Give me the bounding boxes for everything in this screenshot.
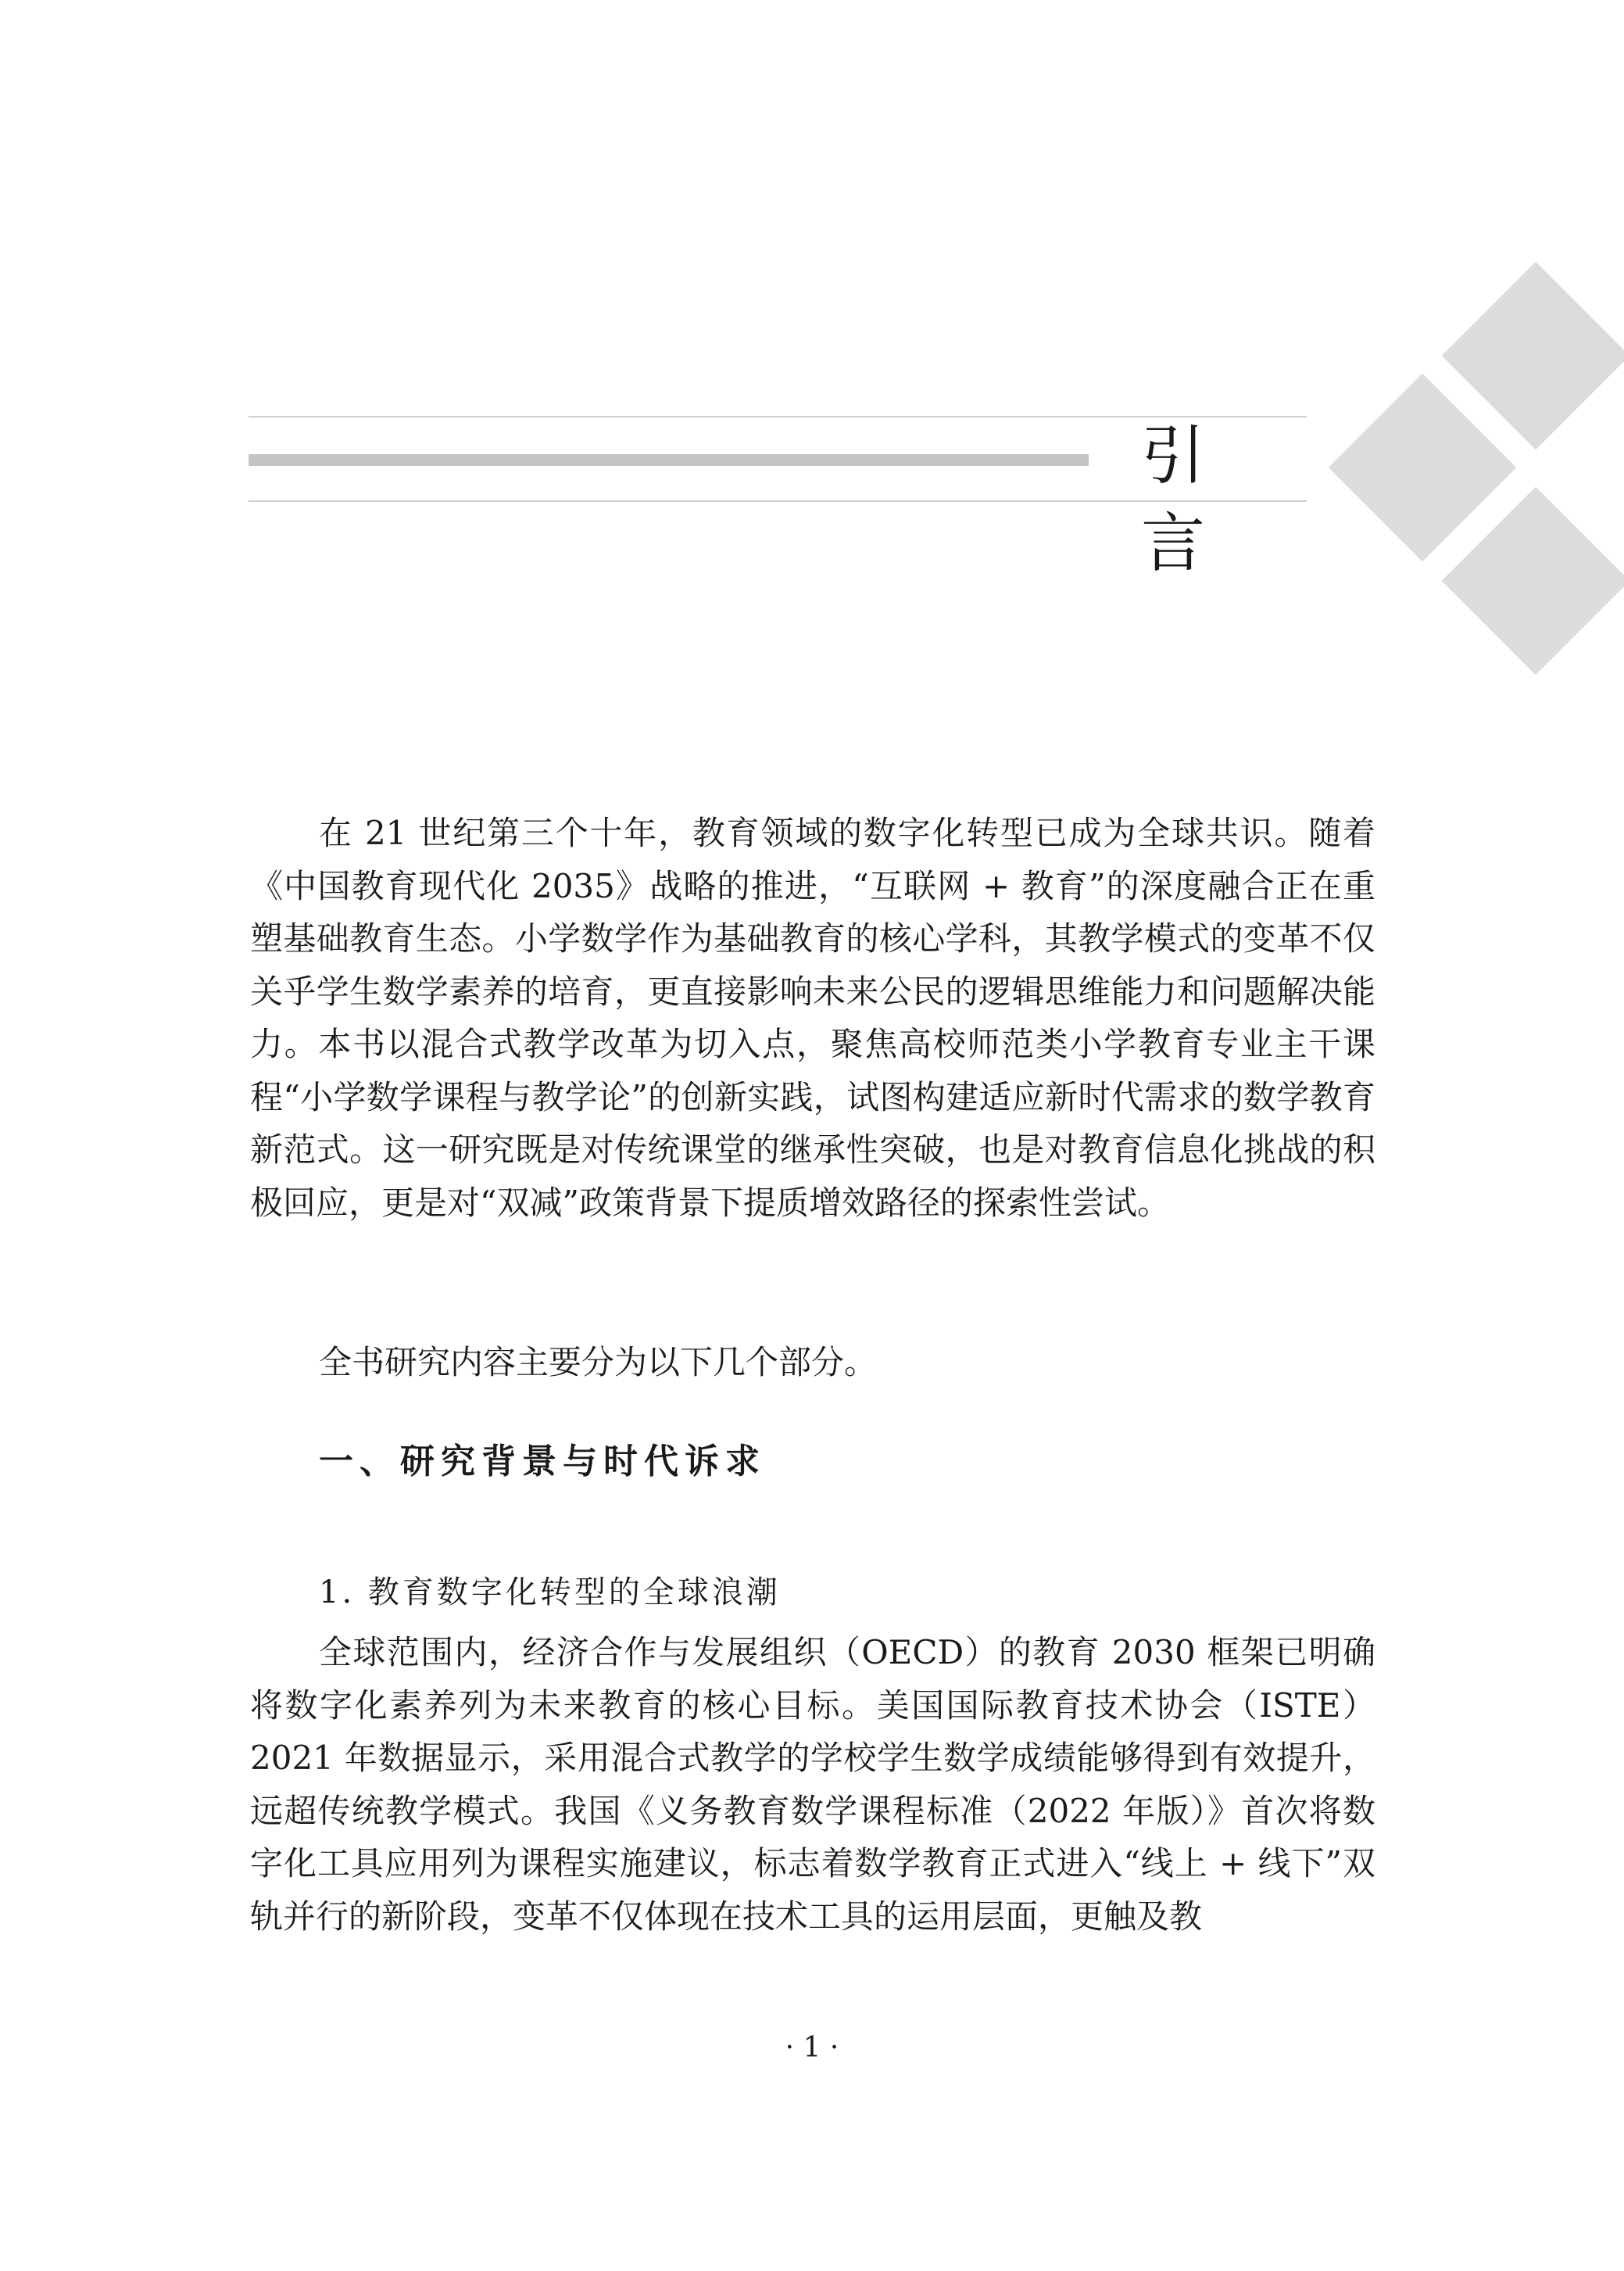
intro-paragraph-2: 全书研究内容主要分为以下几个部分。 [319,1343,878,1381]
subsection-heading: 1. 教育数字化转型的全球浪潮 [319,1574,781,1610]
subsection-paragraph: 全球范围内，经济合作与发展组织（OECD）的教育 2030 框架已明确将数字化素养列为未来教育的核心目标。美国国际教育技术协会（ISTE）2021 年数据显示，采用混合式教学的学校学生数学成绩能够得到有效提升，远超传统教学模式。我国《义务教育数学课程标准（2022 年版）》首次将数字化工具应用列为课程实施建议，标志着数学教育正式进入“线上 + 线下”双轨并行的新阶段，变革不仅体现在技术工具的运用层面，更触及教 [250,1633,1375,1936]
decorative-diamond-bottom [1442,487,1624,675]
page-number: · 1 · [785,2032,839,2064]
header-rule-thick [249,454,1089,466]
section-heading: 一、研究背景与时代诉求 [319,1442,766,1481]
intro-paragraph-1: 在 21 世纪第三个十年，教育领域的数字化转型已成为全球共识。随着《中国教育现代化 2035》战略的推进，“互联网 + 教育”的深度融合正在重塑基础教育生态。小学数学作为基础教育的核心学科，其教学模式的变革不仅关乎学生数学素养的培育，更直接影响未来公民的逻辑思维能力和问题解决能力。本书以混合式教学改革为切入点，聚焦高校师范类小学教育专业主干课程“小学数学课程与教学论”的创新实践，试图构建适应新时代需求的数学教育新范式。这一研究既是对传统课堂的继承性突破，也是对教育信息化挑战的积极回应，更是对“双减”政策背景下提质增效路径的探索性尝试。 [250,814,1375,1222]
chapter-title: 引 言 [1141,419,1229,581]
